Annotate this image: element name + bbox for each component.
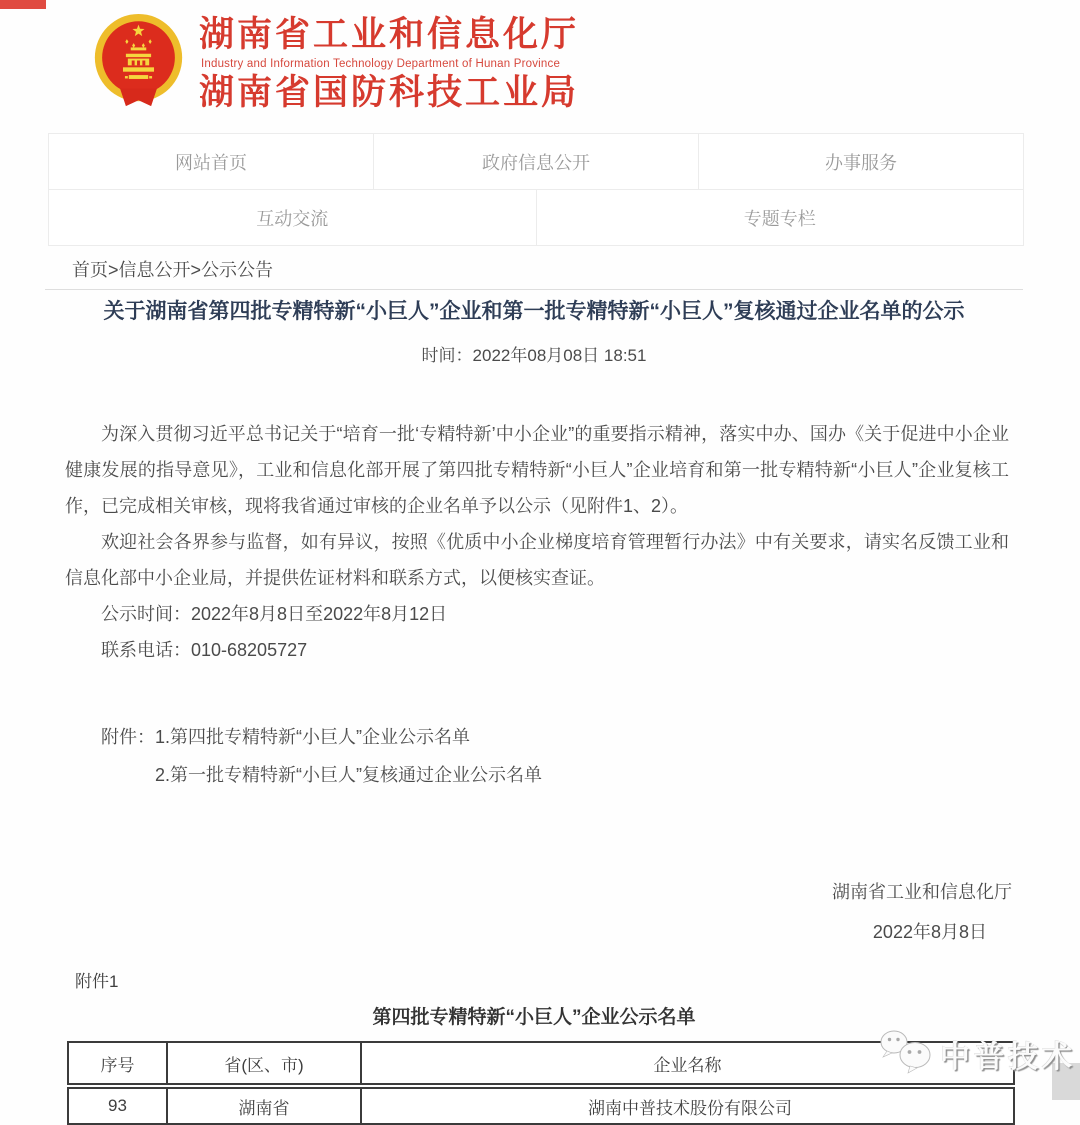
column-header-company: 企业名称 xyxy=(361,1042,1014,1086)
page-title: 关于湖南省第四批专精特新“小巨人”企业和第一批专精特新“小巨人”复核通过企业名单的公示 xyxy=(103,300,965,323)
wechat-chat-bubbles-icon xyxy=(878,1028,936,1079)
nav-item-home[interactable]: 网站首页 xyxy=(175,152,247,173)
org-name-primary: 湖南省工业和信息化厅 xyxy=(199,15,580,54)
column-header-province: 省(区、市) xyxy=(167,1042,361,1086)
table-row xyxy=(68,1086,1014,1124)
attachments-label: 附件： xyxy=(101,727,155,747)
contact-phone: 联系电话：010-68205727 xyxy=(101,640,308,660)
cell-index: 93 xyxy=(68,1086,167,1124)
watermark-text: 中普技术 xyxy=(940,1040,1076,1074)
national-emblem-icon xyxy=(90,12,187,111)
nav-item-services[interactable]: 办事服务 xyxy=(698,134,1023,189)
attachment-item-2: 2.第一批专精特新“小巨人”复核通过企业公示名单 xyxy=(155,765,542,785)
breadcrumb[interactable]: 首页>信息公开>公示公告 xyxy=(72,260,274,280)
watermark xyxy=(878,1028,1076,1079)
cell-province: 湖南省 xyxy=(167,1086,361,1124)
cell-company: 湖南中普技术股份有限公司 xyxy=(361,1086,1014,1124)
publish-time: 时间：2022年08月08日 18:51 xyxy=(421,346,647,365)
attachment-item-1: 附件：1.第四批专精特新“小巨人”企业公示名单 xyxy=(101,727,470,747)
signature-date: 2022年8月8日 xyxy=(872,922,987,942)
signature-org: 湖南省工业和信息化厅 xyxy=(832,882,1012,902)
table-header-row xyxy=(68,1042,1014,1086)
org-name-secondary: 湖南省国防科技工业局 xyxy=(199,72,580,112)
article-body xyxy=(45,416,1023,668)
article xyxy=(45,298,1023,1125)
signature-block xyxy=(45,872,1023,952)
attachments-list xyxy=(45,718,1023,794)
corner-red-mark xyxy=(0,0,46,9)
publicity-period: 公示时间：2022年8月8日至2022年8月12日 xyxy=(101,604,448,624)
attachment1-label: 附件1 xyxy=(75,972,119,991)
nav-row-1 xyxy=(49,134,1023,189)
nav-item-gov-info[interactable]: 政府信息公开 xyxy=(373,134,698,189)
column-header-index: 序号 xyxy=(68,1042,167,1086)
table-title: 第四批专精特新“小巨人”企业公示名单 xyxy=(372,1007,696,1028)
nav-item-special-columns[interactable]: 专题专栏 xyxy=(536,190,1024,245)
main-nav xyxy=(48,133,1024,246)
nav-item-interaction[interactable]: 互动交流 xyxy=(256,208,329,229)
site-header xyxy=(90,12,579,112)
paragraph-1: 为深入贯彻习近平总书记关于“培育一批‘专精特新’中小企业”的重要指示精神，落实中办、国办《关于促进中小企业健康发展的指导意见》，工业和信息化部开展了第四批专精特新“小巨人”企业培育和第一批专精特新“小巨人”企业复核工作，已完成相关审核，现将我省通过审核的企业名单予以公示（见附件1、2）。 xyxy=(65,424,1009,516)
nav-row-2 xyxy=(49,189,1023,245)
org-name-english: Industry and Information Technology Department of Hunan Province xyxy=(201,57,561,70)
enterprise-table xyxy=(67,1041,1015,1125)
breadcrumb-divider xyxy=(45,289,1023,290)
paragraph-2: 欢迎社会各界参与监督，如有异议，按照《优质中小企业梯度培育管理暂行办法》中有关要求，请实名反馈工业和信息化部中小企业局，并提供佐证材料和联系方式，以便核实查证。 xyxy=(65,532,1009,588)
